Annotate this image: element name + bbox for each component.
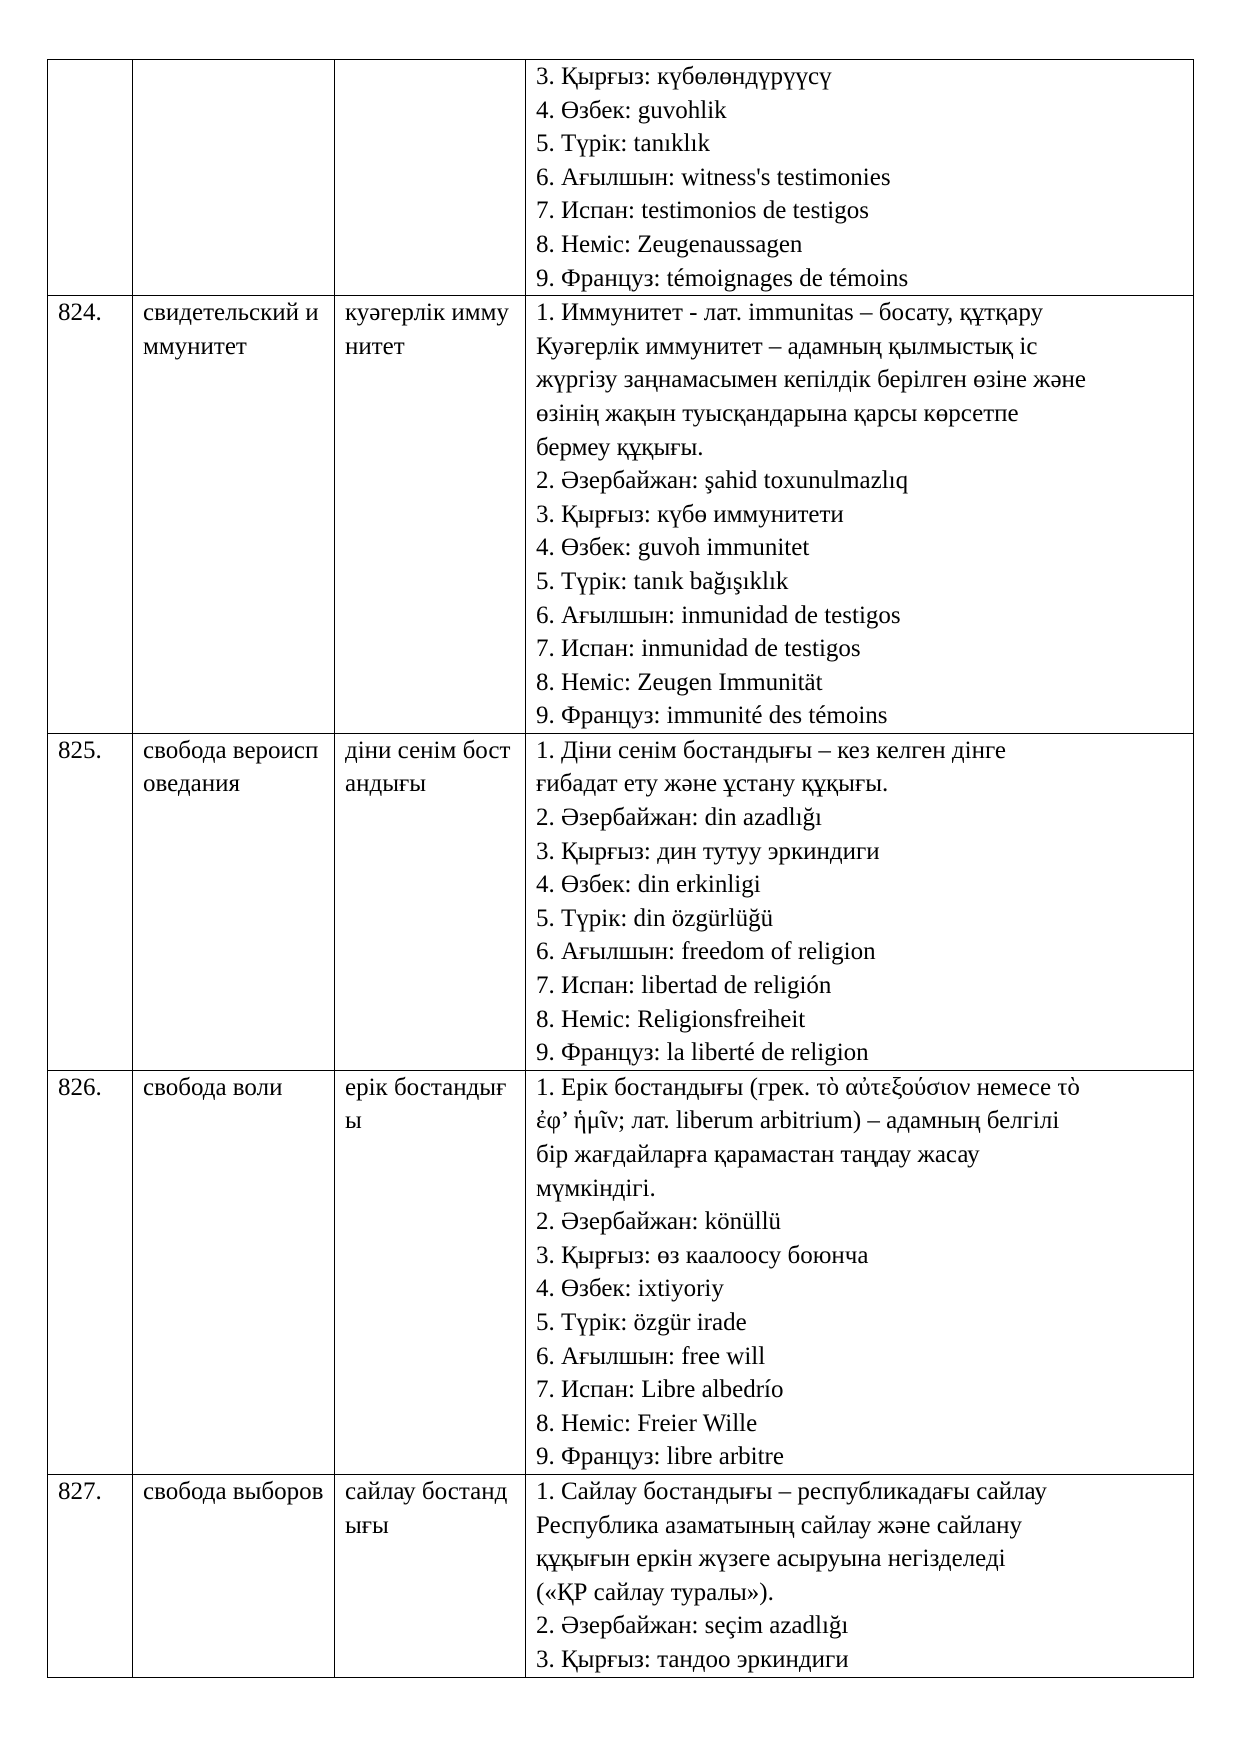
kazakh-term: діни сенім бостандығы — [335, 733, 526, 1070]
definition-line: 8. Неміс: Zeugenaussagen — [536, 230, 803, 258]
russian-term-cell — [133, 60, 335, 296]
definition-line: 6. Ағылшын: witness's testimonies — [536, 163, 891, 191]
definition-line: 9. Француз: témoignages de témoins — [536, 264, 909, 292]
definition-cell — [526, 1474, 1194, 1677]
definition-line: 1. Діни сенім бостандығы – кез келген дінге — [536, 736, 1006, 764]
kazakh-term-cell — [335, 60, 526, 296]
definition-line: 6. Ағылшын: free will — [536, 1342, 766, 1370]
definition-line: 3. Қырғыз: күбөлөндүрүүсү — [536, 63, 832, 90]
glossary-table-body — [48, 60, 1194, 1678]
russian-term: свобода выборов — [133, 1474, 335, 1677]
definition-line: 8. Неміс: Religionsfreiheit — [536, 1005, 806, 1033]
definition-line: 8. Неміс: Zeugen Immunität — [536, 668, 823, 696]
definition-line: 3. Қырғыз: дин тутуу эркиндиги — [536, 837, 880, 865]
table-row — [48, 1474, 1194, 1677]
definition-line: 3. Қырғыз: тандоо эркиндиги — [536, 1645, 849, 1673]
kazakh-term: куәгерлік иммунитет — [335, 296, 526, 734]
definition-line: 7. Испан: testimonios de testigos — [536, 197, 869, 225]
glossary-table — [47, 59, 1194, 1678]
kazakh-term: сайлау бостандығы — [335, 1474, 526, 1677]
definition-line: 2. Әзербайжан: könüllü — [536, 1208, 782, 1236]
entry-number: 826. — [48, 1070, 133, 1474]
definition-line: 7. Испан: inmunidad de testigos — [536, 635, 861, 663]
definition-cell — [526, 1070, 1194, 1474]
definition-cell — [526, 60, 1194, 296]
definition-line: ἐφ’ ἡμῖν; лат. liberum arbitrium) – адамның белгілі — [536, 1107, 1060, 1135]
definition-line: 3. Қырғыз: өз каалоосу боюнча — [536, 1241, 869, 1269]
number-cell — [48, 60, 133, 296]
definition-line: Куәгерлік иммунитет – адамның қылмыстық іс — [536, 332, 1038, 360]
definition-line: 9. Француз: immunité des témoins — [536, 702, 888, 730]
table-row — [48, 1070, 1194, 1474]
table-row — [48, 296, 1194, 734]
russian-term: свобода воли — [133, 1070, 335, 1474]
entry-number: 824. — [48, 296, 133, 734]
definition-line: бір жағдайларға қарамастан таңдау жасау — [536, 1141, 980, 1168]
definition-line: Республика азаматының сайлау және сайлану — [536, 1511, 1023, 1539]
definition-line: 4. Өзбек: guvohlik — [536, 96, 727, 124]
definition-cell — [526, 296, 1194, 734]
kazakh-term: ерік бостандығы — [335, 1070, 526, 1474]
definition-line: 2. Әзербайжан: şahid toxunulmazlıq — [536, 467, 909, 495]
russian-term: свобода вероисповедания — [133, 733, 335, 1070]
table-row-continuation — [48, 60, 1194, 296]
definition-line: 6. Ағылшын: inmunidad de testigos — [536, 601, 901, 629]
definition-line: 7. Испан: libertad de religión — [536, 972, 832, 1000]
definition-line: 5. Түрік: din özgürlüğü — [536, 904, 774, 932]
definition-line: 5. Түрік: tanıklık — [536, 130, 710, 158]
definition-line: мүмкіндігі. — [536, 1174, 656, 1202]
definition-line: 1. Сайлау бостандығы – республикадағы сайлау — [536, 1477, 1047, 1505]
definition-line: 4. Өзбек: guvoh immunitet — [536, 534, 810, 562]
definition-line: 2. Әзербайжан: din azadlığı — [536, 804, 822, 832]
definition-line: 4. Өзбек: ixtiyoriy — [536, 1275, 724, 1303]
definition-line: 9. Француз: libre arbitre — [536, 1443, 784, 1471]
table-row — [48, 733, 1194, 1070]
definition-line: 5. Түрік: özgür irade — [536, 1308, 747, 1336]
entry-number: 825. — [48, 733, 133, 1070]
definition-line: 7. Испан: Libre albedrío — [536, 1376, 784, 1404]
definition-cell — [526, 733, 1194, 1070]
definition-line: жүргізу заңнамасымен кепілдік берілген өзіне және — [536, 366, 1087, 394]
definition-line: бермеу құқығы. — [536, 433, 704, 461]
definition-line: 1. Ерік бостандығы (грек. τὸ αὐτεξούσιον немесе τὸ — [536, 1073, 1080, 1101]
definition-line: 8. Неміс: Freier Wille — [536, 1409, 758, 1437]
definition-line: құқығын еркін жүзеге асыруына негізделеді — [536, 1545, 1006, 1573]
entry-number: 827. — [48, 1474, 133, 1677]
definition-line: ғибадат ету және ұстану құқығы. — [536, 770, 889, 798]
definition-line: 4. Өзбек: din erkinligi — [536, 871, 761, 899]
definition-line: 2. Әзербайжан: seçim azadlığı — [536, 1612, 849, 1640]
definition-line: 6. Ағылшын: freedom of religion — [536, 938, 876, 966]
definition-line: 3. Қырғыз: күбө иммунитети — [536, 500, 844, 528]
definition-line: («ҚР сайлау туралы»). — [536, 1578, 774, 1606]
definition-line: 9. Француз: la liberté de religion — [536, 1039, 869, 1067]
definition-line: өзінің жақын туысқандарына қарсы көрсетпе — [536, 399, 1019, 427]
definition-line: 1. Иммунитет - лат. immunitas – босату, құтқару — [536, 299, 1044, 327]
russian-term: свидетельский иммунитет — [133, 296, 335, 734]
definition-line: 5. Түрік: tanık bağışıklık — [536, 567, 789, 595]
